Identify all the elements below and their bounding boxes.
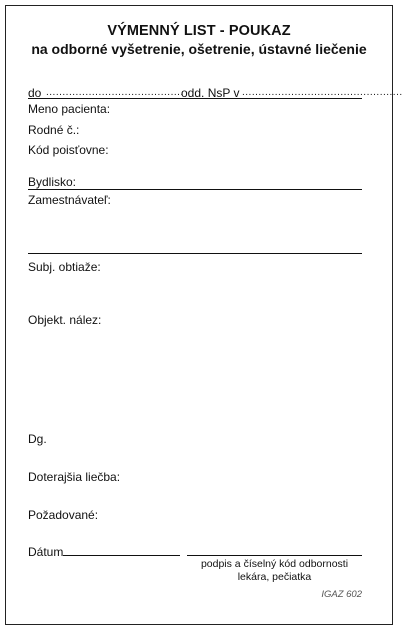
signature-line[interactable] xyxy=(187,555,362,556)
signature-caption-line-1: podpis a číselný kód odbornosti xyxy=(200,558,349,570)
do-label: do xyxy=(28,86,42,100)
form-title: VÝMENNÝ LIST - POUKAZ xyxy=(107,23,291,39)
referral-form xyxy=(5,5,403,625)
birth-number-label: Rodné č.: xyxy=(28,123,80,137)
address-rule xyxy=(28,189,362,190)
patient-name-label: Meno pacienta: xyxy=(28,102,111,116)
requested-label: Požadované: xyxy=(28,508,99,522)
objective-findings-label: Objekt. nález: xyxy=(28,313,102,327)
address-line-rule xyxy=(28,98,362,99)
treatment-so-far-label: Doterajšia liečba: xyxy=(28,470,121,484)
form-subtitle: na odborné vyšetrenie, ošetrenie, ústavné liečenie xyxy=(31,41,367,57)
diagnosis-label: Dg. xyxy=(28,432,47,446)
date-line[interactable] xyxy=(63,555,180,556)
employer-rule xyxy=(28,253,362,254)
department-dotted-field[interactable]: ................................................. xyxy=(242,87,403,98)
do-dotted-field[interactable]: .......................................... xyxy=(46,87,184,98)
insurer-code-label: Kód poisťovne: xyxy=(28,143,109,157)
signature-caption-line-2: lekára, pečiatka xyxy=(237,571,312,583)
subjective-complaints-label: Subj. obtiaže: xyxy=(28,260,101,274)
form-code: IGAZ 602 xyxy=(321,589,362,600)
employer-label: Zamestnávateľ: xyxy=(28,193,111,207)
date-label: Dátum xyxy=(28,545,64,559)
department-label: odd. NsP v xyxy=(181,86,240,100)
address-label: Bydlisko: xyxy=(28,175,77,189)
